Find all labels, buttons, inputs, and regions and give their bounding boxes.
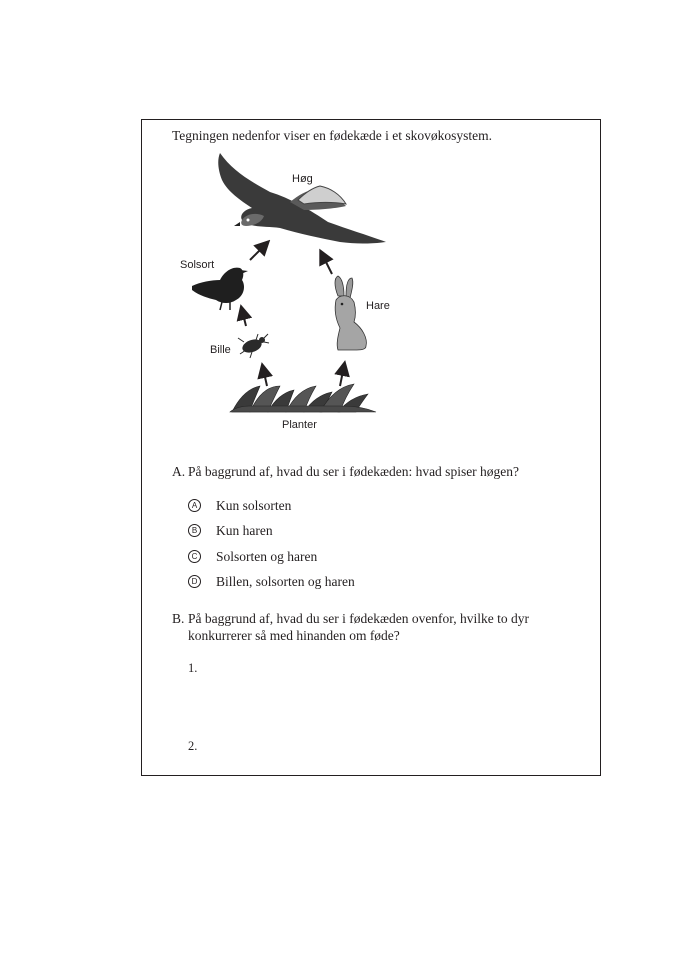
hare-icon bbox=[335, 276, 366, 350]
answer-2-field[interactable] bbox=[206, 737, 576, 767]
food-chain-diagram bbox=[170, 150, 400, 435]
question-b-line1: På baggrund af, hvad du ser i fødekæden ovenfor, hvilke to dyr bbox=[188, 611, 530, 626]
arrow-hare-to-hawk bbox=[322, 254, 332, 274]
beetle-icon bbox=[238, 334, 269, 358]
option-b-bubble[interactable]: B bbox=[188, 524, 201, 537]
question-b-prefix: B. bbox=[172, 611, 185, 626]
answer-1-label: 1. bbox=[188, 661, 198, 675]
hawk-icon bbox=[218, 153, 386, 244]
option-c-bubble[interactable]: C bbox=[188, 550, 201, 563]
question-b-line2: konkurrerer så med hinanden om føde? bbox=[188, 628, 400, 643]
hare-label: Hare bbox=[366, 300, 390, 312]
option-c-text: Solsorten og haren bbox=[216, 549, 318, 564]
arrow-plants-to-beetle bbox=[263, 368, 267, 386]
option-a-text: Kun solsorten bbox=[216, 498, 292, 513]
arrow-beetle-to-blackbird bbox=[242, 310, 246, 326]
question-a-text: På baggrund af, hvad du ser i fødekæden: hvad spiser høgen? bbox=[188, 464, 520, 479]
intro-text: Tegningen nedenfor viser en fødekæde i et skovøkosystem. bbox=[172, 128, 492, 143]
option-d-text: Billen, solsorten og haren bbox=[216, 574, 355, 589]
beetle-label: Bille bbox=[210, 344, 231, 356]
answer-1-field[interactable] bbox=[206, 659, 576, 719]
question-a-prefix: A. bbox=[172, 464, 186, 479]
arrow-blackbird-to-hawk bbox=[250, 244, 266, 260]
answer-2-label: 2. bbox=[188, 739, 198, 753]
option-d-bubble[interactable]: D bbox=[188, 575, 201, 588]
option-a-bubble[interactable]: A bbox=[188, 499, 201, 512]
plants-icon bbox=[230, 384, 376, 412]
plants-label: Planter bbox=[282, 419, 317, 431]
arrow-plants-to-hare bbox=[340, 366, 344, 386]
blackbird-label: Solsort bbox=[180, 259, 215, 271]
blackbird-icon bbox=[192, 268, 248, 310]
hawk-label: Høg bbox=[292, 173, 313, 185]
option-b-text: Kun haren bbox=[216, 523, 273, 538]
